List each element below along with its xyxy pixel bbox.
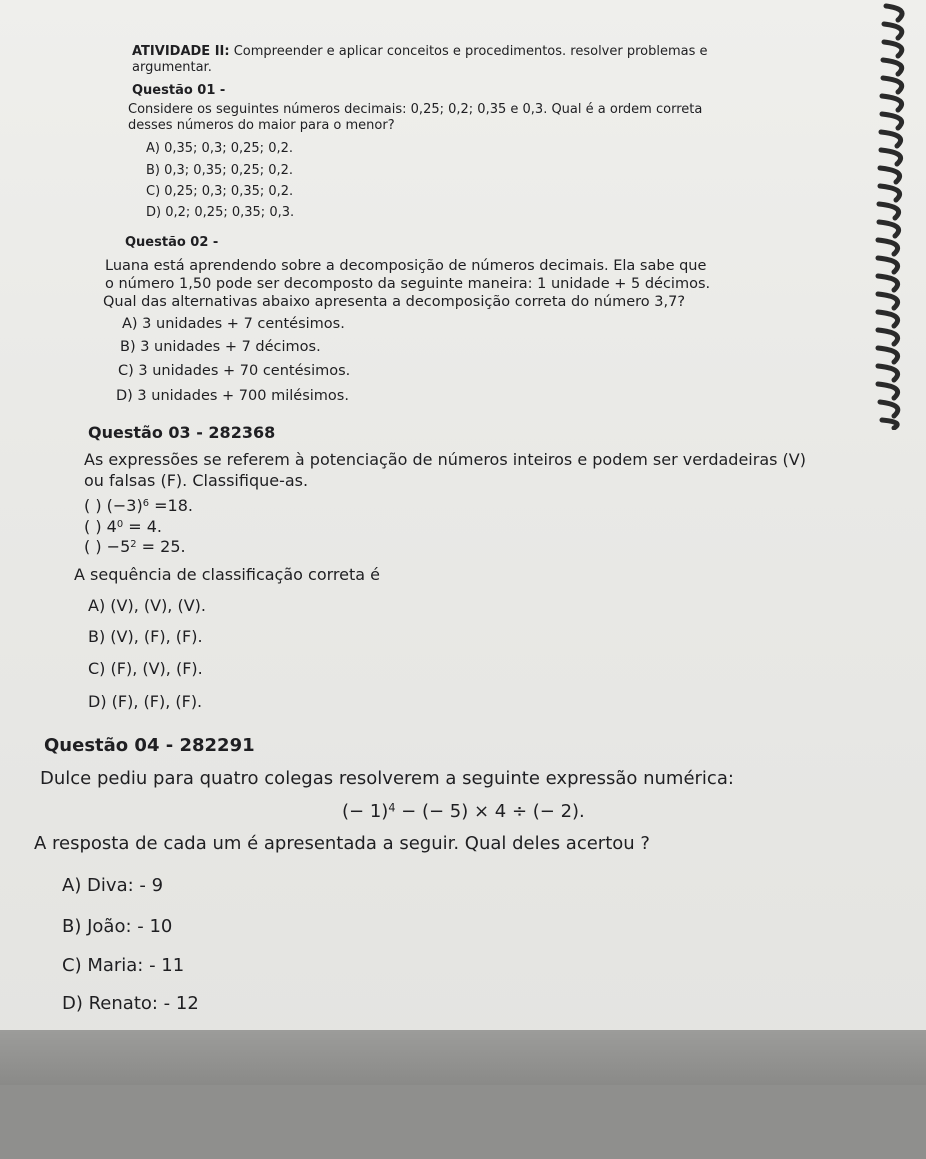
q1-option-d: D) 0,2; 0,25; 0,35; 0,3. bbox=[146, 205, 295, 220]
q3-title: Questão 03 - 282368 bbox=[88, 423, 276, 442]
q1-text-line1: Considere os seguintes números decimais: 0,25; 0,2; 0,35 e 0,3. Qual é a ordem correta bbox=[128, 102, 703, 117]
q3-item-3: ( ) $-5^2 = 25$. bbox=[84, 537, 186, 556]
activity-heading-line2: argumentar. bbox=[132, 60, 212, 75]
q3-item-2: ( ) $4^0 = 4$. bbox=[84, 517, 162, 536]
q3-option-c: C) (F), (V), (F). bbox=[88, 659, 203, 678]
q2-option-a: A) 3 unidades + 7 centésimos. bbox=[122, 316, 345, 332]
q2-option-d: D) 3 unidades + 700 milésimos. bbox=[116, 388, 349, 404]
q3-prompt: A sequência de classificação correta é bbox=[74, 565, 380, 584]
q1-option-b: B) 0,3; 0,35; 0,25; 0,2. bbox=[146, 163, 294, 178]
activity-heading: ATIVIDADE II: Compreender e aplicar conceitos e procedimentos. resolver problemas e bbox=[132, 44, 708, 59]
spiral-binding bbox=[836, 0, 926, 430]
q4-title: Questão 04 - 282291 bbox=[44, 735, 255, 756]
q1-option-a: A) 0,35; 0,3; 0,25; 0,2. bbox=[146, 141, 294, 156]
page-bottom-shadow bbox=[0, 1030, 926, 1085]
q3-item-1: ( ) $(-3)^6 =18$. bbox=[84, 496, 193, 515]
q3-option-d: D) (F), (F), (F). bbox=[88, 692, 203, 711]
q3-option-b: B) (V), (F), (F). bbox=[88, 627, 203, 646]
q2-option-c: C) 3 unidades + 70 centésimos. bbox=[118, 363, 351, 379]
q1-text-line2: desses números do maior para o menor? bbox=[128, 118, 395, 133]
q3-text-line1: As expressões se referem à potenciação de números inteiros e podem ser verdadeiras (V) bbox=[84, 450, 806, 469]
q4-option-a: A) Diva: - 9 bbox=[62, 875, 164, 896]
q1-title: Questão 01 - bbox=[132, 83, 226, 98]
q4-option-d: D) Renato: - 12 bbox=[62, 993, 199, 1014]
q4-expression: (− 1)$^4$ − (− 5) × 4 ÷ (− 2). bbox=[342, 801, 585, 822]
q4-question: A resposta de cada um é apresentada a seguir. Qual deles acertou ? bbox=[34, 833, 650, 854]
q3-text-line2: ou falsas (F). Classifique-as. bbox=[84, 471, 309, 490]
q4-text: Dulce pediu para quatro colegas resolverem a seguinte expressão numérica: bbox=[40, 768, 734, 789]
background-surface bbox=[0, 1085, 926, 1159]
q2-text-line1: Luana está aprendendo sobre a decomposição de números decimais. Ela sabe que bbox=[105, 258, 707, 274]
q4-option-b: B) João: - 10 bbox=[62, 916, 173, 937]
q2-option-b: B) 3 unidades + 7 décimos. bbox=[120, 339, 321, 355]
q2-text-line2: o número 1,50 pode ser decomposto da seguinte maneira: 1 unidade + 5 décimos. bbox=[105, 276, 711, 292]
q1-option-c: C) 0,25; 0,3; 0,35; 0,2. bbox=[146, 184, 294, 199]
q4-option-c: C) Maria: - 11 bbox=[62, 955, 185, 976]
q3-option-a: A) (V), (V), (V). bbox=[88, 596, 206, 615]
q2-title: Questão 02 - bbox=[125, 235, 219, 250]
q2-text-line3: Qual das alternativas abaixo apresenta a decomposição correta do número 3,7? bbox=[103, 294, 686, 310]
